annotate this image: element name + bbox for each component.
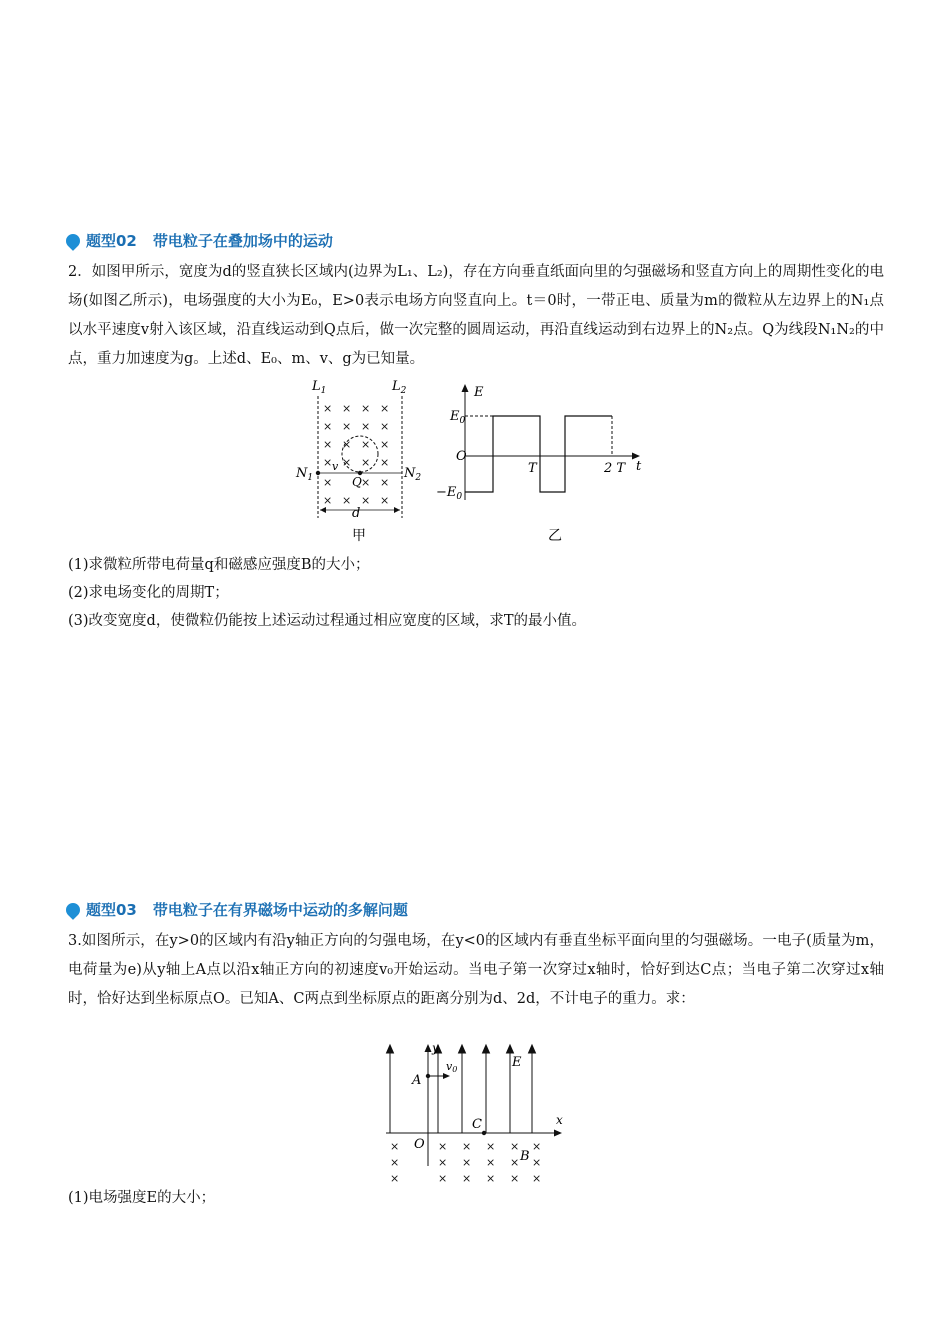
figure-jia xyxy=(290,376,430,546)
question-3-1: (1)电场强度E的大小； xyxy=(68,1190,216,1206)
question-2-3: (3)改变宽度d，使微粒仍能按上述运动过程通过相应宽度的区域，求T的最小值。 xyxy=(68,613,586,629)
label-t: t xyxy=(636,459,642,474)
magnetic-field-cross-icon: × xyxy=(323,438,333,451)
label-d: d xyxy=(352,506,361,521)
field-waveform xyxy=(465,416,612,492)
axis-y-arrow-icon xyxy=(425,1044,432,1052)
magnetic-field-cross-icon: × xyxy=(486,1172,496,1185)
magnetic-field-cross-icon: × xyxy=(342,456,352,469)
section-header-03 xyxy=(66,899,408,920)
figure-yi xyxy=(430,380,650,546)
axis-x-arrow-icon xyxy=(554,1130,562,1137)
magnetic-field-cross-icon: × xyxy=(390,1156,400,1169)
question-2-1: (1)求微粒所带电荷量q和磁感应强度B的大小； xyxy=(68,557,370,573)
magnetic-field-cross-icon: × xyxy=(462,1172,472,1185)
label-B: B xyxy=(520,1149,530,1164)
width-arrow-right-head xyxy=(394,507,400,513)
caption-jia: 甲 xyxy=(352,528,366,544)
magnetic-field-cross-icon: × xyxy=(323,420,333,433)
magnetic-field-cross-icon: × xyxy=(361,438,371,451)
point-N1 xyxy=(316,471,320,475)
label-L2: $L_2$ xyxy=(392,379,407,396)
label-y: y xyxy=(432,1041,439,1055)
field-line-arrow-icon xyxy=(387,1045,394,1053)
magnetic-field-cross-icon: × xyxy=(323,456,333,469)
section-type-label: 题型03 xyxy=(86,901,137,919)
label-x: x xyxy=(556,1113,563,1127)
section-title: 带电粒子在有界磁场中运动的多解问题 xyxy=(152,901,408,919)
magnetic-field-cross-icon: × xyxy=(486,1156,496,1169)
section-marker-icon xyxy=(63,900,83,920)
magnetic-field-cross-icon: × xyxy=(361,402,371,415)
magnetic-field-cross-icon: × xyxy=(323,476,333,489)
problem-3-text: 3.如图所示，在y>0的区域内有沿y轴正方向的匀强电场，在y<0的区域内有垂直坐标平面向里的匀强磁场。一电子(质量为m，电荷量为e)从y轴上A点以沿x轴正方向的初速度v₀开始运动。当电子第一次穿过x轴时，恰好到达C点；当电子第二次穿过x轴时，恰好达到坐标原点O。已知A、C两点到坐标原点的距离分别为d、2d，不计电子的重力。求： xyxy=(68,933,884,1007)
section-header-02 xyxy=(66,230,333,251)
magnetic-field-cross-icon: × xyxy=(361,420,371,433)
magnetic-field-cross-icon: × xyxy=(510,1172,520,1185)
magnetic-field-cross-icon: × xyxy=(380,402,390,415)
label-N2: $N_2$ xyxy=(404,466,422,483)
magnetic-field-cross-icon: × xyxy=(342,420,352,433)
label-N1: $N_1$ xyxy=(296,466,314,483)
magnetic-field-cross-icon: × xyxy=(342,438,352,451)
magnetic-field-cross-icon: × xyxy=(380,494,390,507)
figure-field-region xyxy=(380,1040,580,1185)
question-2-2: (2)求电场变化的周期T； xyxy=(68,585,229,601)
magnetic-field-cross-icon: × xyxy=(510,1140,520,1153)
label-E0: $E_0$ xyxy=(450,409,466,426)
problem-2-text: 2．如图甲所示，宽度为d的竖直狭长区域内(边界为L₁、L₂)，存在方向垂直纸面向里的匀强磁场和竖直方向上的周期性变化的电场(如图乙所示)，电场强度的大小为E₀，E>0表示电场方向竖直向上。t＝0时，一带正电、质量为m的微粒从左边界上的N₁点以水平速度v射入该区域，沿直线运动到Q点后，做一次完整的圆周运动，再沿直线运动到右边界上的N₂点。Q为线段N₁N₂的中点，重力加速度为g。上述d、E₀、m、v、g为已知量。 xyxy=(68,264,884,367)
magnetic-field-cross-icon: × xyxy=(532,1156,542,1169)
axis-E-arrow-icon xyxy=(462,384,469,392)
label-L1: $L_1$ xyxy=(312,379,327,396)
magnetic-field-cross-icon: × xyxy=(361,476,371,489)
label-negE0: $-E_0$ xyxy=(436,485,463,502)
magnetic-field-cross-icon: × xyxy=(438,1156,448,1169)
section-marker-icon xyxy=(63,231,83,251)
magnetic-field-cross-icon: × xyxy=(361,456,371,469)
label-A: A xyxy=(412,1073,422,1088)
label-v0: v0 xyxy=(446,1060,458,1074)
point-C xyxy=(482,1131,486,1135)
magnetic-field-cross-icon: × xyxy=(510,1156,520,1169)
magnetic-field-cross-icon: × xyxy=(438,1172,448,1185)
magnetic-field-cross-icon: × xyxy=(323,494,333,507)
label-C: C xyxy=(472,1117,482,1132)
field-line-arrow-icon xyxy=(459,1045,466,1053)
label-2T: 2 T xyxy=(604,461,626,476)
section-title: 带电粒子在叠加场中的运动 xyxy=(152,232,333,250)
magnetic-field-cross-icon: × xyxy=(323,402,333,415)
magnetic-field-cross-icon: × xyxy=(342,402,352,415)
label-E: E xyxy=(474,385,484,400)
circular-path xyxy=(342,436,378,472)
magnetic-field-cross-icon: × xyxy=(380,438,390,451)
field-line-arrow-icon xyxy=(507,1045,514,1053)
magnetic-field-cross-icon: × xyxy=(390,1140,400,1153)
point-A xyxy=(426,1074,430,1078)
magnetic-field-cross-icon: × xyxy=(486,1140,496,1153)
magnetic-field-cross-icon: × xyxy=(462,1140,472,1153)
magnetic-field-cross-icon: × xyxy=(380,420,390,433)
field-line-arrow-icon xyxy=(483,1045,490,1053)
section-type-label: 题型02 xyxy=(86,232,137,250)
label-v: v xyxy=(332,460,339,473)
label-T: T xyxy=(528,461,537,476)
width-arrow-left-head xyxy=(320,507,326,513)
magnetic-field-cross-icon: × xyxy=(361,494,371,507)
magnetic-field-cross-icon: × xyxy=(462,1156,472,1169)
label-E-field: E xyxy=(512,1055,522,1070)
magnetic-field-cross-icon: × xyxy=(380,456,390,469)
label-Q: Q xyxy=(352,475,362,489)
magnetic-field-cross-icon: × xyxy=(532,1140,542,1153)
label-O: O xyxy=(456,449,467,464)
magnetic-field-cross-icon: × xyxy=(390,1172,400,1185)
label-O-origin: O xyxy=(414,1137,425,1152)
caption-yi: 乙 xyxy=(548,528,562,544)
velocity-arrow-head-icon xyxy=(443,1073,450,1079)
magnetic-field-cross-icon: × xyxy=(380,476,390,489)
magnetic-field-cross-icon: × xyxy=(438,1140,448,1153)
field-line-arrow-icon xyxy=(529,1045,536,1053)
magnetic-field-cross-icon: × xyxy=(532,1172,542,1185)
magnetic-field-cross-icon: × xyxy=(342,494,352,507)
